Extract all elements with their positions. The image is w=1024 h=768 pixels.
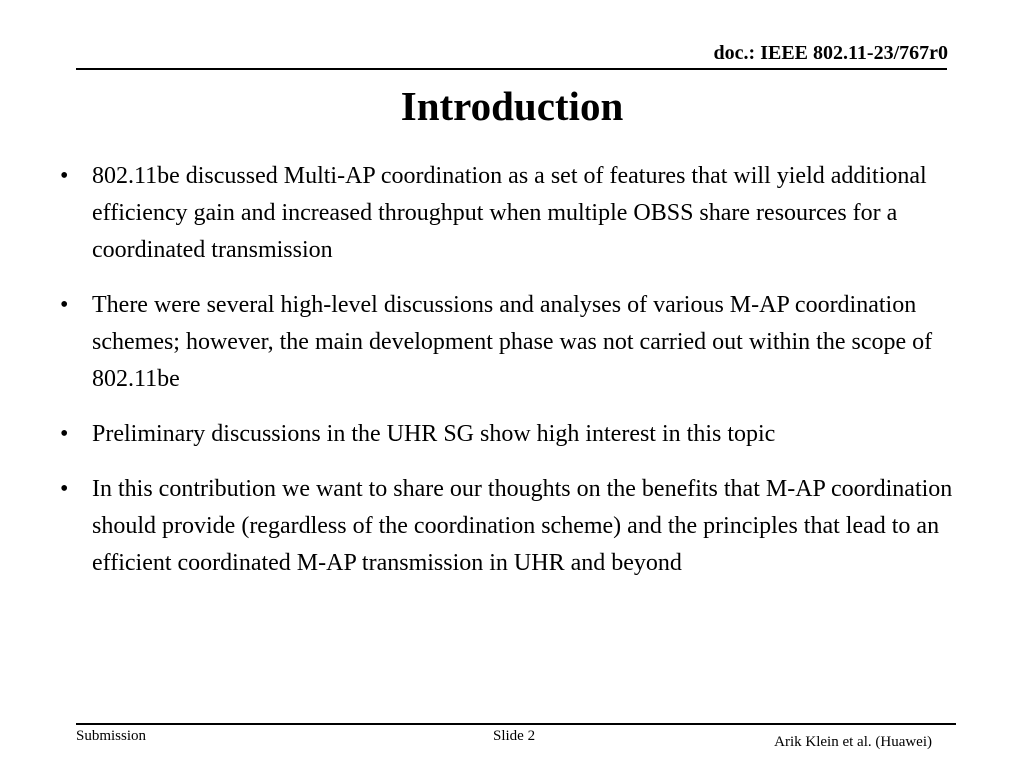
bullet-text: In this contribution we want to share our thoughts on the benefits that M-AP coordination should provide (regardless of the coordination scheme) and the principles that lead to an efficient coordinated M-AP transmission in UHR and beyond xyxy=(92,476,953,576)
bullet-item xyxy=(60,158,980,269)
bullet-point-icon: • xyxy=(60,292,69,318)
bullet-list xyxy=(60,158,980,600)
slide-title: Introduction xyxy=(400,83,624,129)
footer-author: Arik Klein et al. (Huawei) xyxy=(774,734,932,750)
bullet-text: 802.11be discussed Multi-AP coordination as a set of features that will yield additional efficiency gain and increased throughput when multiple OBSS share resources for a coordinated transmission xyxy=(92,163,927,263)
header-divider xyxy=(76,68,947,70)
bullet-item xyxy=(60,287,980,398)
bullet-item xyxy=(60,416,980,453)
footer-slide-number: Slide 2 xyxy=(493,728,536,744)
bullet-point-icon: • xyxy=(60,476,69,502)
bullet-text: Preliminary discussions in the UHR SG show high interest in this topic xyxy=(92,421,776,447)
bullet-point-icon: • xyxy=(60,421,69,447)
footer-submission: Submission xyxy=(76,728,147,744)
bullet-point-icon: • xyxy=(60,163,69,189)
bullet-text: There were several high-level discussions and analyses of various M-AP coordination schemes; however, the main development phase was not carried out within the scope of 802.11be xyxy=(92,292,933,392)
bullet-item xyxy=(60,471,980,582)
footer-divider xyxy=(76,723,956,725)
document-id: doc.: IEEE 802.11-23/767r0 xyxy=(713,42,948,64)
